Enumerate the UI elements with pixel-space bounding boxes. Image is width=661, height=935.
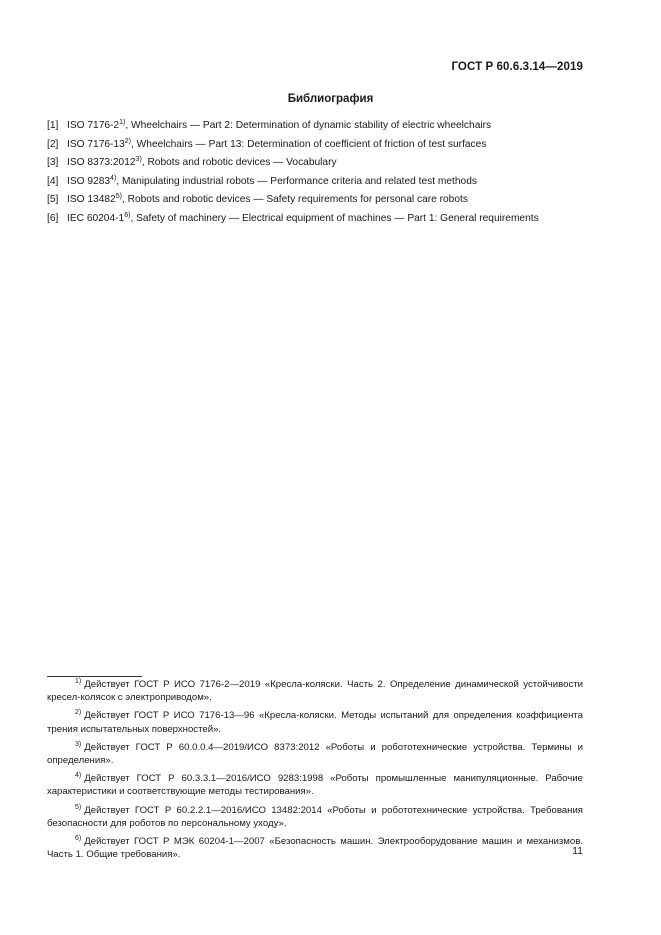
bibliography-item-text bbox=[67, 136, 486, 155]
footnote-mark: 5) bbox=[75, 803, 82, 811]
bibliography-item bbox=[47, 173, 587, 192]
bibliography-item-ref: ISO 7176-13 bbox=[67, 138, 125, 150]
footnote-reference: 4) bbox=[110, 174, 117, 182]
footnote-mark: 4) bbox=[75, 772, 82, 780]
bibliography-item-title: , Safety of machinery — Electrical equipment of machines — Part 1: General requirements bbox=[130, 212, 539, 224]
footnote-mark: 6) bbox=[75, 835, 82, 843]
bibliography-item bbox=[47, 191, 587, 210]
footnote-mark: 1) bbox=[75, 678, 82, 685]
bibliography-item-ref: IEC 60204-1 bbox=[67, 212, 125, 224]
bibliography-item bbox=[47, 136, 587, 155]
page-number: 11 bbox=[572, 845, 583, 857]
footnote bbox=[47, 678, 583, 704]
bibliography-item-number: [5] bbox=[47, 194, 59, 206]
footnote bbox=[47, 709, 583, 735]
bibliography-item-title: , Robots and robotic devices — Vocabulary bbox=[141, 157, 337, 169]
bibliography-item-title: , Robots and robotic devices — Safety requirements for personal care robots bbox=[121, 194, 468, 206]
bibliography-title: Библиография bbox=[287, 93, 374, 105]
footnote-reference: 2) bbox=[124, 137, 132, 145]
footnote-text: Действует ГОСТ Р 60.2.2.1—2016/ИСО 13482:2014 «Роботы и робототехнические устройства. Требования безопасности для роботов по персональному уходу». bbox=[47, 804, 583, 829]
bibliography-item-ref: ISO 9283 bbox=[67, 175, 111, 187]
bibliography-item-number: [4] bbox=[47, 175, 59, 187]
bibliography-list bbox=[47, 117, 587, 229]
footnote-text: Действует ГОСТ Р МЭК 60204-1—2007 «Безопасность машин. Электрооборудование машин и механизмов. Часть 1. Общие требования». bbox=[47, 836, 583, 861]
bibliography-item-text bbox=[67, 117, 491, 136]
bibliography-item-title: , Wheelchairs — Part 2: Determination of dynamic stability of electric wheelchairs bbox=[125, 120, 492, 131]
bibliography-item bbox=[47, 154, 587, 173]
bibliography-item-text bbox=[67, 210, 539, 229]
footnote-reference: 5) bbox=[115, 193, 122, 201]
footnote-reference: 3) bbox=[135, 156, 142, 164]
bibliography-item-title: , Wheelchairs — Part 13: Determination of coefficient of friction of test surfaces bbox=[131, 138, 487, 150]
bibliography-item-text bbox=[67, 154, 337, 173]
footnote-text: Действует ГОСТ Р 60.0.0.4—2019/ИСО 8373:2012 «Роботы и робототехнические устройства. Термины и определения». bbox=[47, 741, 583, 767]
footnote-mark: 2) bbox=[75, 709, 82, 717]
footnote-mark: 3) bbox=[75, 740, 82, 748]
bibliography-item-number: [1] bbox=[47, 120, 59, 131]
bibliography-item-text bbox=[67, 173, 477, 192]
bibliography-item-number: [2] bbox=[47, 138, 59, 150]
footnote-reference: 6) bbox=[124, 211, 131, 219]
bibliography-item-number: [3] bbox=[47, 157, 59, 169]
footnote bbox=[47, 835, 583, 861]
bibliography-item bbox=[47, 210, 587, 229]
footnote-text: Действует ГОСТ Р ИСО 7176-13—96 «Кресла-коляски. Методы испытаний для определения коэффициента трения испытательных поверхностей». bbox=[47, 710, 583, 735]
bibliography-item-ref: ISO 7176-2 bbox=[67, 120, 120, 131]
footnote bbox=[47, 772, 583, 798]
bibliography-item-ref: ISO 13482 bbox=[67, 194, 116, 206]
footnote-reference: 1) bbox=[119, 119, 126, 126]
footnotes-section bbox=[47, 678, 583, 866]
footnote-text: Действует ГОСТ Р 60.3.3.1—2016/ИСО 9283:1998 «Роботы промышленные манипуляционные. Рабочие характеристики и соответствующие методы тестирования». bbox=[47, 773, 583, 798]
bibliography-item-number: [6] bbox=[47, 212, 59, 224]
bibliography-item-title: , Manipulating industrial robots — Performance criteria and related test methods bbox=[116, 175, 477, 187]
bibliography-item-text bbox=[67, 191, 468, 210]
footnote bbox=[47, 741, 583, 767]
document-code-header: ГОСТ Р 60.6.3.14—2019 bbox=[451, 61, 583, 73]
footnote-text: Действует ГОСТ Р ИСО 7176-2—2019 «Кресла-коляски. Часть 2. Определение динамической устойчивости кресел-колясок с электроприводом». bbox=[47, 679, 583, 704]
footnote-separator bbox=[47, 676, 142, 677]
bibliography-item bbox=[47, 117, 587, 136]
footnote bbox=[47, 804, 583, 830]
bibliography-item-ref: ISO 8373:2012 bbox=[67, 157, 136, 169]
